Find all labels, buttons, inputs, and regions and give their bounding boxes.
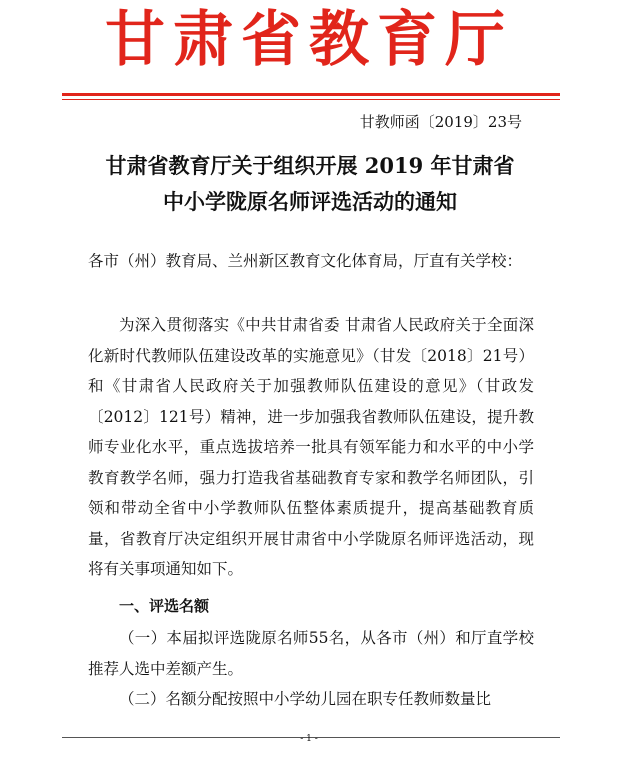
section-heading-1: 一、评选名额 [119, 597, 210, 615]
page-number: - 1 - [300, 734, 318, 744]
document-title [60, 148, 560, 220]
document-number: 甘教师函〔2019〕23号 [359, 113, 522, 131]
addressee: 各市（州）教育局、兰州新区教育文化体育局，厅直有关学校： [88, 252, 523, 270]
letterhead-rule-thick [62, 93, 560, 96]
letterhead-title: 甘肃省教育厅 [105, 5, 513, 75]
letterhead-rule-thin [62, 99, 560, 100]
body-paragraph-1: 为深入贯彻落实《中共甘肃省委 甘肃省人民政府关于全面深化新时代教师队伍建设改革的实施意见》（甘发〔2018〕21号）和《甘肃省人民政府关于加强教师队伍建设的意见》（甘政发〔2012〕121号）精神，进一步加强我省教师队伍建设，提升教师专业化水平，重点选拔培养一批具有领军能力和水平的中小学教育教学名师，强力打造我省基础教育专家和教学名师团队，引领和带动全省中小学教师队伍整体素质提升，提高基础教育质量，省教育厅决定组织开展甘肃省中小学陇原名师评选活动，现将有关事项通知如下。 [88, 316, 534, 578]
title-line-2: 中小学陇原名师评选活动的通知 [163, 189, 457, 214]
title-line-1: 甘肃省教育厅关于组织开展 2019 年甘肃省 [105, 153, 515, 178]
section-item-1: （一）本届拟评选陇原名师55名，从各市（州）和厅直学校推荐人选中差额产生。 [88, 629, 534, 678]
section-item-2: （二）名额分配按照中小学幼儿园在职专任教师数量比 [119, 690, 492, 708]
